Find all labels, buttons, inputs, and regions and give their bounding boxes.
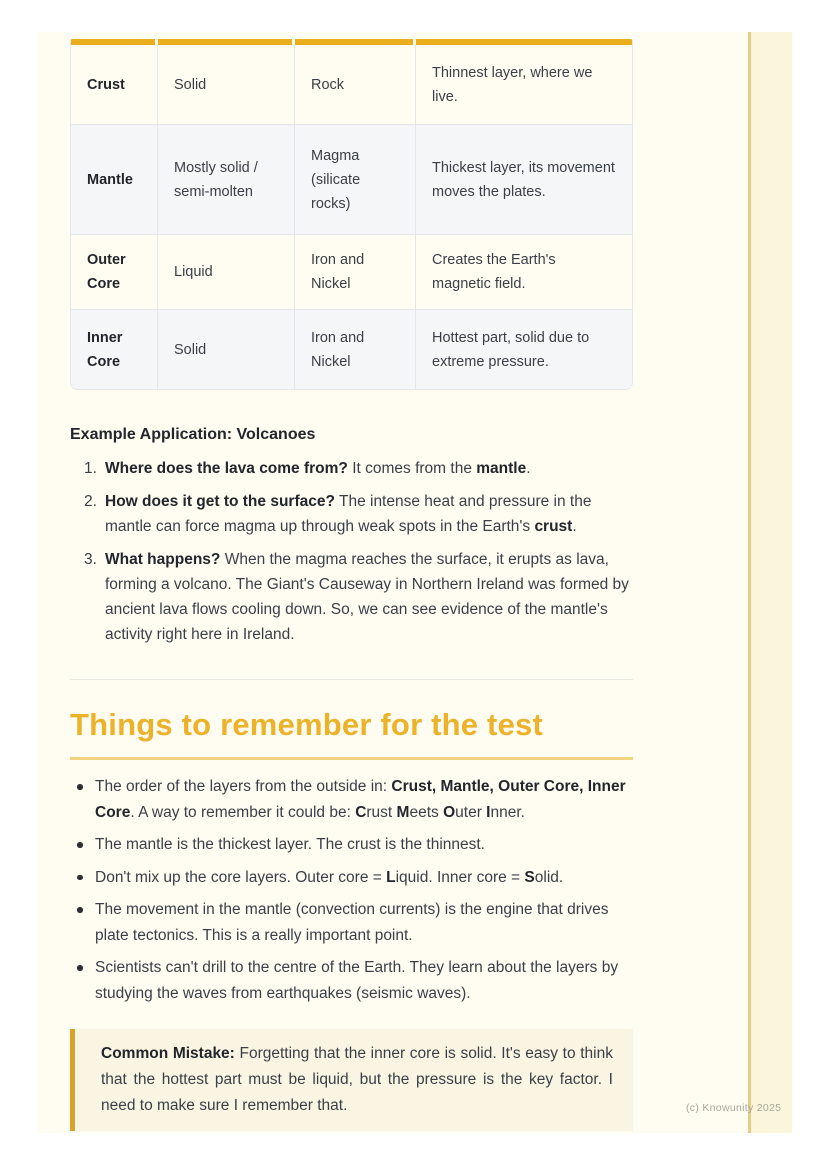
cell-state: Solid [158,45,295,125]
cell-state: Solid [158,310,295,389]
list-item [70,547,633,647]
cell-role: Thinnest layer, where we live. [416,45,633,125]
cell-composition: Iron and Nickel [295,310,416,389]
cell-composition: Magma (silicate rocks) [295,125,416,235]
cell-layer: Inner Core [71,310,158,389]
bullet-text: Don't mix up the core layers. Outer core = Liquid. Inner core = Solid. [95,868,564,886]
bullet-list [70,774,633,1006]
item-number: 3. [84,551,97,568]
list-item [70,456,633,481]
cell-composition: Iron and Nickel [295,235,416,310]
common-mistake-callout [70,1029,633,1131]
bullet-item [70,955,633,1006]
bullet-item [70,832,633,858]
cell-role: Creates the Earth's magnetic field. [416,235,633,310]
bullet-text: The order of the layers from the outside in: Crust, Mantle, Outer Core, Inner Core. A way to remember it could be: Crust Meets Outer Inner. [95,778,626,821]
callout-text: Common Mistake: Forgetting that the inner core is solid. It's easy to think that the hottest part must be liquid, but the pressure is the key factor. I need to make sure I remember that. [101,1045,613,1114]
item-text: How does it get to the surface? The intense heat and pressure in the mantle can force magma up through weak spots in the Earth's crust. [105,493,592,535]
document-page [37,32,792,1133]
bullet-dot-icon [77,842,83,848]
item-text: Where does the lava come from? It comes from the mantle. [105,460,531,477]
item-number: 2. [84,493,97,510]
bullet-item [70,774,633,825]
cell-role: Hottest part, solid due to extreme pressure. [416,310,633,389]
bullet-text: The movement in the mantle (convection currents) is the engine that drives plate tectonics. This is a really important point. [95,901,609,944]
bullet-item [70,865,633,891]
watermark: (c) Knowunity 2025 [686,1102,782,1114]
cell-composition: Rock [295,45,416,125]
cell-state: Liquid [158,235,295,310]
section-divider [70,679,633,680]
numbered-list [70,456,633,647]
bullet-text: Scientists can't drill to the centre of the Earth. They learn about the layers by studying the waves from earthquakes (seismic waves). [95,959,619,1002]
cell-layer: Outer Core [71,235,158,310]
section-heading: Things to remember for the test [70,707,543,742]
cell-state: Mostly solid / semi-molten [158,125,295,235]
bullet-item [70,897,633,948]
list-item [70,489,633,539]
bullet-dot-icon [77,784,83,790]
cell-layer: Mantle [71,125,158,235]
item-number: 1. [84,460,97,477]
page-right-margin-strip [751,32,792,1133]
bullet-text: The mantle is the thickest layer. The crust is the thinnest. [95,836,485,853]
section-heading-wrap [70,707,633,760]
layers-table [70,39,633,390]
example-heading: Example Application: Volcanoes [70,426,316,443]
cell-layer: Crust [71,45,158,125]
item-text: What happens? When the magma reaches the surface, it erupts as lava, forming a volcano. The Giant's Causeway in Northern Ireland was formed by ancient lava flows cooling down. So, we can see evidence of the mantle's activity right here in Ireland. [105,551,629,643]
bullet-dot-icon [77,875,83,881]
bullet-dot-icon [77,907,83,913]
page-content [70,32,633,1131]
bullet-dot-icon [77,965,83,971]
cell-role: Thickest layer, its movement moves the plates. [416,125,633,235]
